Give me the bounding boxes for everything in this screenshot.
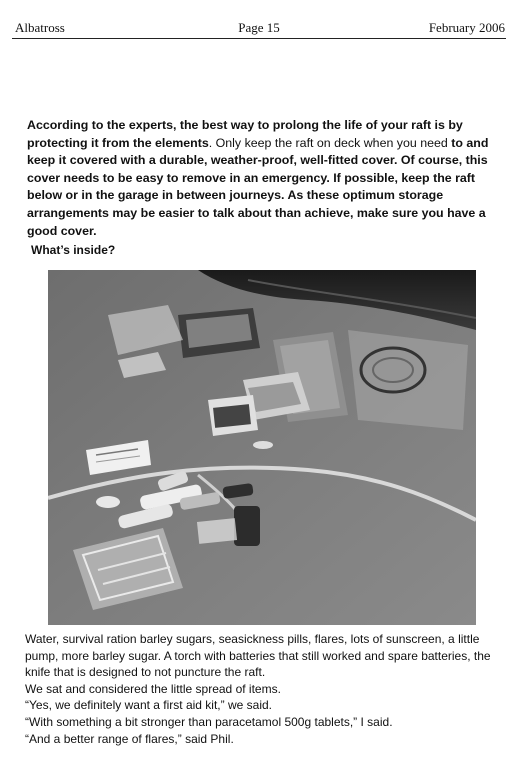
caption-line: Water, survival ration barley sugars, seasickness pills, flares, lots of sunscreen, a little pump, more barley sugar. A torch with batteries that still worked and spare batteries, the knife that is designed to not puncture the raft. xyxy=(25,632,491,680)
page-number: Page 15 xyxy=(238,20,280,35)
intro-bold-2: to and keep it covered with a durable, weather-proof, well-fitted cover. Of course, this cover needs to be easy to remove in an emergency. If possible, keep the raft below or in the garage in between journeys. As these optimum storage arrangements may be easier to talk about than achieve, make sure you have a good cover. xyxy=(27,135,489,238)
publication-name: Albatross xyxy=(15,20,65,35)
page-header xyxy=(0,0,518,40)
caption-line: “Yes, we definitely want a first aid kit,” we said. xyxy=(25,698,272,713)
issue-date: February 2006 xyxy=(428,20,505,35)
caption-line: “With something a bit stronger than paracetamol 500g tablets,” I said. xyxy=(25,714,393,729)
caption-line: We sat and considered the little spread of items. xyxy=(25,681,281,696)
photo-caption xyxy=(25,631,510,747)
section-heading: What’s inside? xyxy=(31,243,116,257)
header-rule xyxy=(12,38,506,39)
intro-paragraph xyxy=(27,117,502,240)
caption-line: “And a better range of flares,” said Phil. xyxy=(25,731,234,746)
intro-bold-1: According to the experts, the best way to prolong the life of your raft is by protecting it from the elements xyxy=(27,118,463,150)
intro-regular-1: . Only keep the raft on deck when you need xyxy=(208,135,452,150)
raft-contents-photo xyxy=(48,270,476,625)
